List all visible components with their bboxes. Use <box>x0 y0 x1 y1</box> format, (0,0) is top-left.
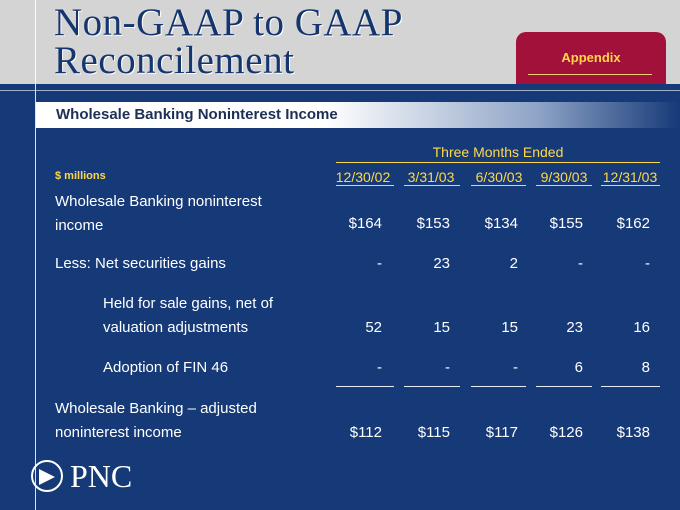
table-cell: 15 <box>501 319 518 336</box>
row-label <box>55 252 226 276</box>
page-title <box>54 1 403 82</box>
subtotal-rule <box>404 386 460 387</box>
table-cell: $155 <box>549 215 583 232</box>
table-cell: $153 <box>416 215 450 232</box>
left-margin-line <box>35 0 36 510</box>
row-label <box>55 397 257 445</box>
content-area <box>0 84 680 454</box>
table-cell: $126 <box>549 424 583 441</box>
period-header: Three Months Ended <box>432 144 564 160</box>
footer <box>0 454 680 510</box>
table-cell: - <box>445 359 450 376</box>
column-header: 12/30/02 <box>335 169 391 185</box>
row-label <box>103 356 228 380</box>
column-header: 3/31/03 <box>407 169 455 185</box>
subtotal-rule <box>471 386 526 387</box>
table-cell: 52 <box>365 319 382 336</box>
table-cell: 15 <box>433 319 450 336</box>
row-label-line: valuation adjustments <box>103 319 249 336</box>
column-header-underline <box>404 185 460 186</box>
row-label-line: Adoption of FIN 46 <box>103 359 229 376</box>
row-label-line: noninterest income <box>55 424 182 441</box>
table-cell: 2 <box>509 255 518 272</box>
row-label-line: Held for sale gains, net of <box>103 295 274 312</box>
column-header-underline <box>471 185 526 186</box>
column-header: 9/30/03 <box>540 169 588 185</box>
header-divider <box>0 90 680 91</box>
title-line-2: Reconcilement <box>54 39 295 82</box>
table-cell: $117 <box>485 424 518 441</box>
column-header-underline <box>536 185 592 186</box>
period-header-rule <box>336 162 660 163</box>
logo-triangle <box>39 469 55 485</box>
table-cell: $134 <box>484 215 518 232</box>
table-cell: $162 <box>616 215 650 232</box>
table-cell: - <box>513 359 518 376</box>
subtotal-rule <box>336 386 394 387</box>
column-header-underline <box>336 185 394 186</box>
table-cell: 23 <box>566 319 583 336</box>
appendix-tab-underline <box>528 74 652 75</box>
appendix-tab-label: Appendix <box>561 50 621 65</box>
section-bar <box>36 102 680 128</box>
header-band <box>0 0 680 84</box>
section-title: Wholesale Banking Noninterest Income <box>56 106 338 123</box>
table-cell: - <box>645 255 650 272</box>
pnc-logo-text: PNC <box>70 458 133 494</box>
table-cell: 23 <box>433 255 450 272</box>
subtotal-rule <box>601 386 660 387</box>
subtotal-rule <box>536 386 592 387</box>
row-label-line: income <box>55 217 104 234</box>
table-cell: $138 <box>616 424 650 441</box>
column-header: 12/31/03 <box>602 169 658 185</box>
column-header: 6/30/03 <box>475 169 523 185</box>
table-cell: $112 <box>349 424 382 441</box>
appendix-tab <box>516 32 666 84</box>
row-label <box>103 292 273 340</box>
table-cell: - <box>578 255 583 272</box>
title-line-1: Non-GAAP to GAAP <box>54 1 403 44</box>
row-label-line: Wholesale Banking noninterest <box>55 193 262 210</box>
row-label-line: Wholesale Banking – adjusted <box>55 400 257 417</box>
table-cell: 16 <box>633 319 650 336</box>
table-cell: $164 <box>348 215 382 232</box>
table-cell: - <box>377 359 382 376</box>
table-cell: 6 <box>574 359 583 376</box>
table-cell: - <box>377 255 382 272</box>
row-label-line: Less: Net securities gains <box>55 255 226 272</box>
table-cell: 8 <box>641 359 650 376</box>
row-label <box>55 190 262 238</box>
units-label: $ millions <box>55 170 106 182</box>
table-cell: $115 <box>417 424 450 441</box>
column-header-underline <box>601 185 660 186</box>
